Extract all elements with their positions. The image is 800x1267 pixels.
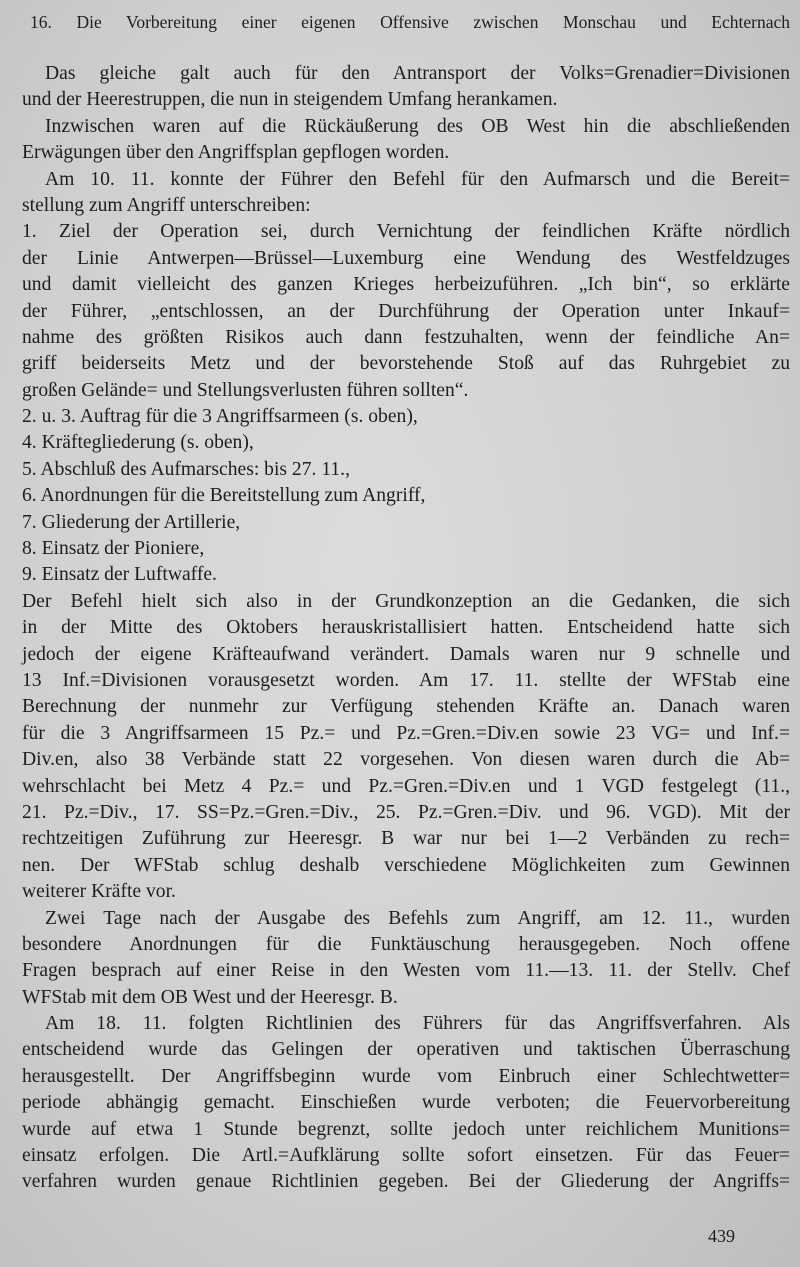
text-line: 4. Kräftegliederung (s. oben), [22,432,254,454]
text-line: großen Gelände= und Stellungsverlusten führen sollten“. [22,379,469,401]
text-line: wehrschlacht bei Metz 4 Pz.= und Pz.=Gren.=Div.en und 1 VGD festgelegt (11., [22,775,790,797]
running-header: 16. Die Vorbereitung einer eigenen Offensive zwischen Monschau und Echternach [30,12,790,32]
text-line: Fragen besprach auf einer Reise in den Westen vom 11.—13. 11. der Stellv. Chef [22,960,790,982]
page-number: 439 [708,1226,735,1246]
body-text [22,61,790,1196]
text-line: griff beiderseits Metz und der bevorstehende Stoß auf das Ruhrgebiet zu [22,353,790,375]
text-line: 5. Abschluß des Aufmarsches: bis 27. 11., [22,458,350,480]
text-line: 7. Gliederung der Artillerie, [22,511,241,533]
text-line: Zwei Tage nach der Ausgabe des Befehls zum Angriff, am 12. 11., wurden [45,907,790,929]
text-line: in der Mitte des Oktobers herauskristallisiert hatten. Entscheidend hatte sich [22,617,790,639]
text-line: entscheidend wurde das Gelingen der operativen und taktischen Überraschung [22,1039,790,1061]
text-line: Div.en, also 38 Verbände statt 22 vorgesehen. Von diesen waren durch die Ab= [22,749,790,771]
text-line: herausgestellt. Der Angriffsbeginn wurde vom Einbruch einer Schlechtwetter= [22,1065,790,1087]
text-line: rechtzeitigen Zuführung zur Heeresgr. B war nur bei 1—2 Verbänden zu rech= [22,828,790,850]
text-line: periode abhängig gemacht. Einschießen wurde verboten; die Feuervorbereitung [22,1092,790,1114]
text-line: 2. u. 3. Auftrag für die 3 Angriffsarmeen (s. oben), [22,406,418,428]
text-line: Berechnung der nunmehr zur Verfügung stehenden Kräfte an. Danach waren [22,696,790,718]
text-line: WFStab mit dem OB West und der Heeresgr. B. [22,986,398,1008]
text-line: stellung zum Angriff unterschreiben: [22,194,311,216]
text-line: Das gleiche galt auch für den Antransport der Volks=Grenadier=Divisionen [45,63,790,84]
text-line: Am 18. 11. folgten Richtlinien des Führers für das Angriffsverfahren. Als [45,1013,790,1035]
text-line: nen. Der WFStab schlug deshalb verschiedene Möglichkeiten zum Gewinnen [22,854,790,876]
text-line: verfahren wurden genaue Richtlinien gegeben. Bei der Gliederung der Angriffs= [22,1171,790,1193]
text-line: und der Heerestruppen, die nun in steigendem Umfang herankamen. [22,89,558,111]
text-line: 9. Einsatz der Luftwaffe. [22,564,217,586]
text-line: 21. Pz.=Div., 17. SS=Pz.=Gren.=Div., 25. Pz.=Gren.=Div. und 96. VGD). Mit der [22,801,790,823]
text-line: Am 10. 11. konnte der Führer den Befehl für den Aufmarsch und die Bereit= [45,168,790,190]
text-line: 6. Anordnungen für die Bereitstellung zum Angriff, [22,485,426,507]
text-line: besondere Anordnungen für die Funktäuschung herausgegeben. Noch offene [22,933,790,955]
text-line: 8. Einsatz der Pioniere, [22,538,205,560]
text-line: 13 Inf.=Divisionen vorausgesetzt worden. Am 17. 11. stellte der WFStab eine [22,669,790,691]
text-line: der Führer, „entschlossen, an der Durchführung der Operation unter Inkauf= [22,300,790,322]
text-line: weiterer Kräfte vor. [22,881,176,903]
text-line: Der Befehl hielt sich also in der Grundkonzeption an die Gedanken, die sich [22,590,790,612]
text-line: jedoch der eigene Kräfteaufwand verändert. Damals waren nur 9 schnelle und [22,643,790,665]
text-line: für die 3 Angriffsarmeen 15 Pz.= und Pz.=Gren.=Div.en sowie 23 VG= und Inf.= [22,722,790,744]
text-line: wurde auf etwa 1 Stunde begrenzt, sollte jedoch unter reichlichem Munitions= [22,1118,790,1140]
text-line: einsatz erfolgen. Die Artl.=Aufklärung sollte sofort einsetzen. Für das Feuer= [22,1145,790,1167]
text-line: nahme des größten Risikos auch dann festzuhalten, wenn der feindliche An= [22,326,790,348]
text-line: 1. Ziel der Operation sei, durch Vernichtung der feindlichen Kräfte nördlich [22,221,790,243]
text-line: der Linie Antwerpen—Brüssel—Luxemburg eine Wendung des Westfeldzuges [22,247,790,269]
text-line: Inzwischen waren auf die Rückäußerung des OB West hin die abschließenden [45,115,790,137]
text-line: Erwägungen über den Angriffsplan gepflogen worden. [22,142,450,164]
text-line: und damit vielleicht des ganzen Krieges herbeizuführen. „Ich bin“, so erklärte [22,274,790,296]
